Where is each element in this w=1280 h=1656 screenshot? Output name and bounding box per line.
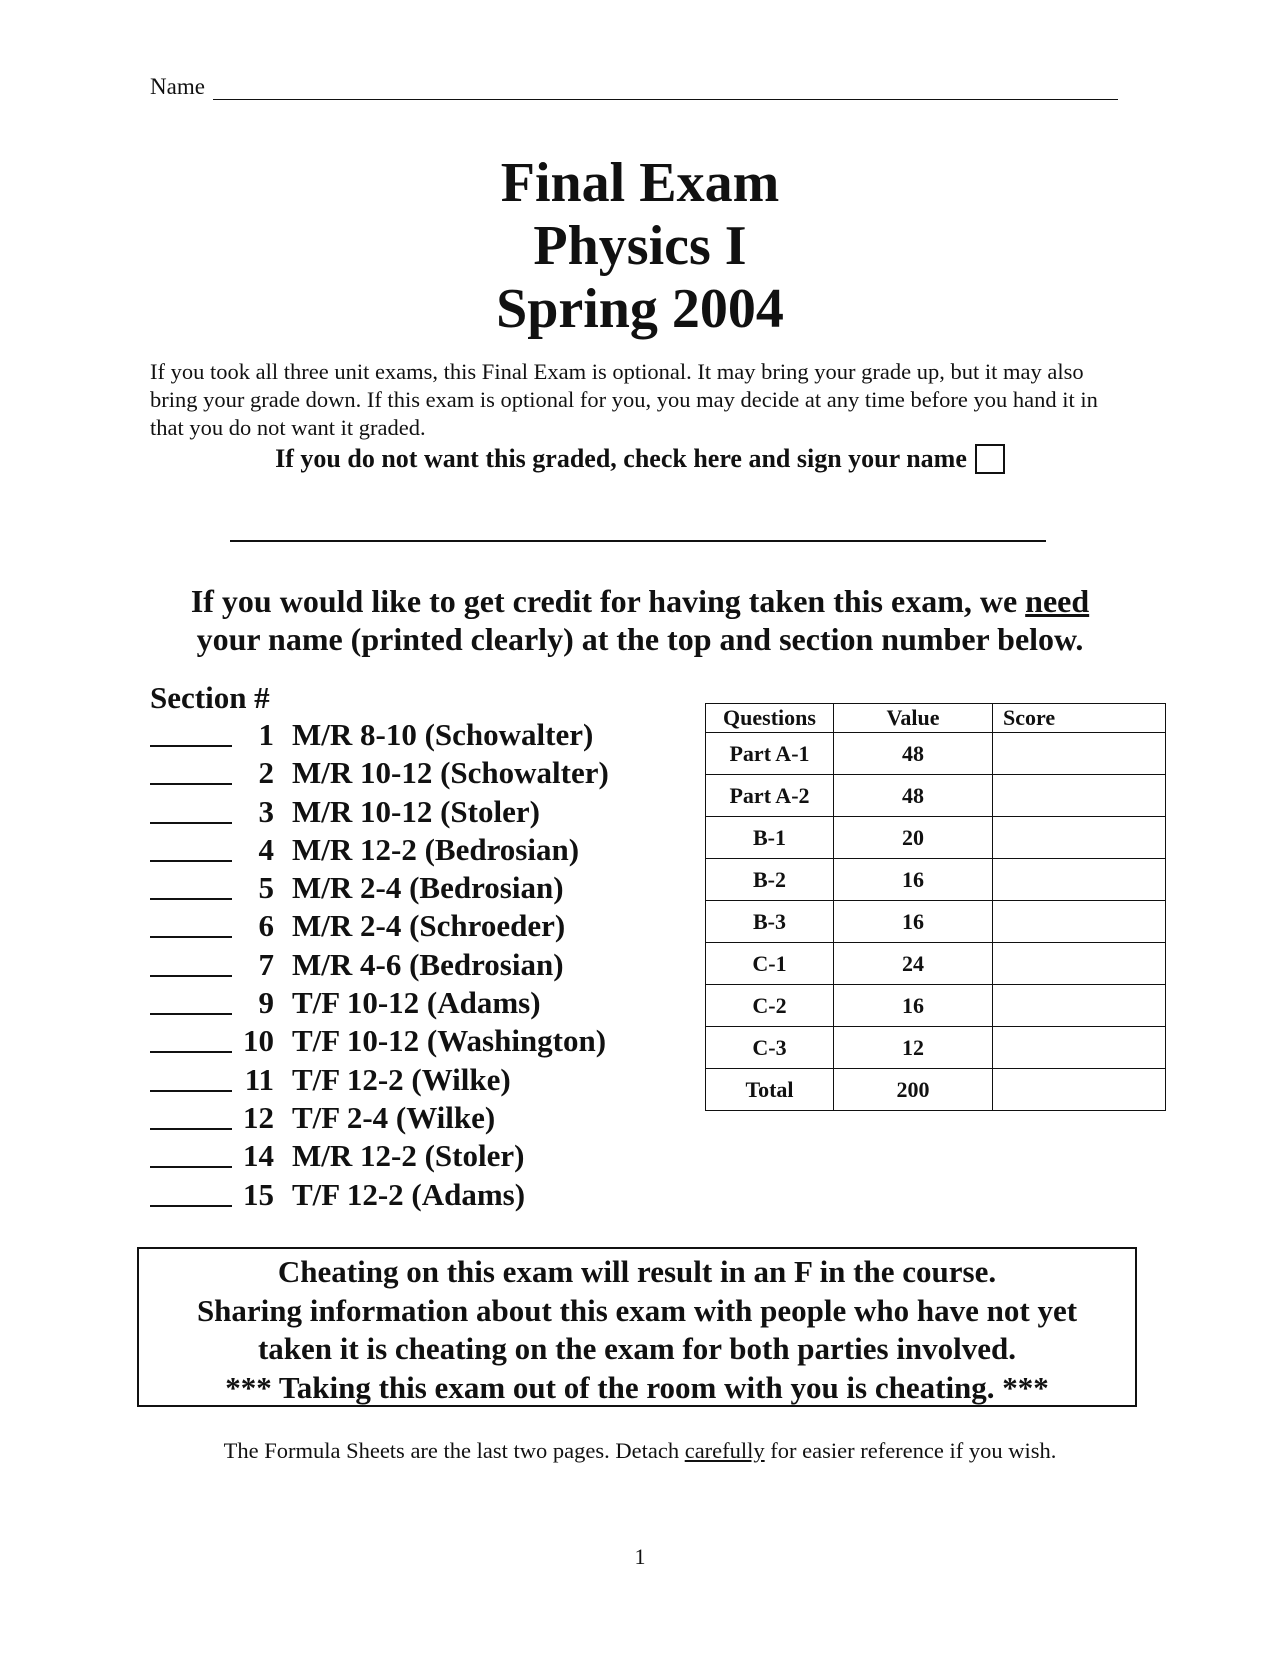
section-blank-line[interactable]: [150, 1176, 232, 1207]
name-blank-line[interactable]: [213, 79, 1118, 100]
credit-instruction: [0, 582, 1280, 658]
section-description: M/R 4-6 (Bedrosian): [292, 946, 564, 982]
question-cell: Part A-2: [706, 775, 834, 817]
value-cell: 20: [834, 817, 993, 859]
warning-line-2: Sharing information about this exam with people who have not yet: [196, 1292, 1078, 1328]
section-number: 15: [243, 1176, 274, 1212]
warning-line-3: taken it is cheating on the exam for both parties involved.: [257, 1331, 1017, 1366]
table-row: [706, 943, 1166, 985]
section-row: [150, 793, 609, 831]
section-description: M/R 2-4 (Bedrosian): [292, 870, 564, 906]
section-row: [150, 946, 609, 984]
header-value: Value: [834, 704, 993, 733]
section-blank-line[interactable]: [150, 793, 232, 824]
question-cell: B-3: [706, 901, 834, 943]
value-cell: 24: [834, 943, 993, 985]
section-description: T/F 2-4 (Wilke): [292, 1099, 496, 1135]
section-description: T/F 12-2 (Adams): [292, 1176, 526, 1212]
section-number: 6: [258, 908, 274, 944]
section-blank-line[interactable]: [150, 907, 232, 938]
formula-sheet-note: [0, 1438, 1280, 1464]
section-description: M/R 12-2 (Bedrosian): [292, 831, 580, 867]
section-description: T/F 10-12 (Washington): [292, 1023, 607, 1059]
formula-note-emphasis: carefully: [684, 1438, 765, 1463]
table-row: [706, 817, 1166, 859]
section-description: M/R 2-4 (Schroeder): [292, 908, 566, 944]
intro-paragraph: If you took all three unit exams, this Final Exam is optional. It may bring your grade up, but it may also bring your grade down. If this exam is optional for you, you may decide at any time before you hand it in that you do not want it graded.: [150, 359, 1098, 440]
section-blank-line[interactable]: [150, 869, 232, 900]
table-row: [706, 733, 1166, 775]
value-cell: 48: [834, 733, 993, 775]
optout-checkbox[interactable]: [975, 444, 1005, 474]
score-table: [705, 703, 1166, 1111]
section-description: T/F 12-2 (Wilke): [292, 1061, 511, 1097]
section-number: 3: [258, 793, 274, 829]
question-cell: C-3: [706, 1027, 834, 1069]
optout-text: If you do not want this graded, check here and sign your name: [275, 444, 967, 473]
value-cell: 16: [834, 859, 993, 901]
table-row: [706, 1027, 1166, 1069]
section-row: [150, 1176, 609, 1214]
section-description: M/R 8-10 (Schowalter): [292, 717, 594, 752]
section-number: 4: [258, 831, 274, 867]
page-title: [0, 152, 1280, 341]
value-cell: 200: [834, 1069, 993, 1111]
cheating-warning-box: [137, 1247, 1137, 1407]
value-cell: 48: [834, 775, 993, 817]
score-cell[interactable]: [993, 775, 1166, 817]
section-blank-line[interactable]: [150, 1022, 232, 1053]
section-row: [150, 754, 609, 792]
section-row: [150, 1137, 609, 1175]
section-row: [150, 1061, 609, 1099]
question-cell: C-1: [706, 943, 834, 985]
score-cell[interactable]: [993, 985, 1166, 1027]
table-row: [706, 1069, 1166, 1111]
score-table-header-row: [706, 704, 1166, 733]
section-blank-line[interactable]: [150, 716, 232, 747]
credit-text-part1: If you would like to get credit for having taken this exam, we: [190, 583, 1026, 619]
section-row: [150, 831, 609, 869]
score-cell[interactable]: [993, 1027, 1166, 1069]
section-description: M/R 10-12 (Stoler): [292, 793, 540, 829]
question-cell: B-1: [706, 817, 834, 859]
name-field: [150, 74, 1118, 100]
section-number: 12: [243, 1099, 274, 1135]
section-blank-line[interactable]: [150, 1061, 232, 1092]
section-row: [150, 984, 609, 1022]
section-blank-line[interactable]: [150, 754, 232, 785]
question-cell: B-2: [706, 859, 834, 901]
credit-emphasis: need: [1025, 583, 1090, 619]
section-blank-line[interactable]: [150, 946, 232, 977]
header-score: Score: [993, 704, 1166, 733]
section-row: [150, 716, 609, 754]
section-number: 1: [258, 717, 274, 752]
section-number: 7: [258, 946, 274, 982]
section-number: 5: [258, 870, 274, 906]
section-number: 9: [258, 985, 274, 1021]
title-line-2: Physics I: [533, 215, 747, 277]
value-cell: 16: [834, 901, 993, 943]
section-description: M/R 10-12 (Schowalter): [292, 755, 609, 791]
score-cell[interactable]: [993, 1069, 1166, 1111]
signature-line[interactable]: [230, 540, 1046, 542]
table-row: [706, 901, 1166, 943]
section-number: 11: [244, 1061, 274, 1097]
score-cell[interactable]: [993, 817, 1166, 859]
section-blank-line[interactable]: [150, 831, 232, 862]
section-blank-line[interactable]: [150, 984, 232, 1015]
name-label: Name: [150, 74, 205, 99]
formula-note-part2: for easier reference if you wish.: [764, 1438, 1057, 1463]
section-list: [150, 716, 609, 1214]
value-cell: 16: [834, 985, 993, 1027]
score-cell[interactable]: [993, 859, 1166, 901]
section-row: [150, 869, 609, 907]
title-line-3: Spring 2004: [496, 278, 784, 340]
optout-instruction: [0, 444, 1280, 474]
section-row: [150, 1022, 609, 1060]
section-row: [150, 1099, 609, 1137]
question-cell: Part A-1: [706, 733, 834, 775]
warning-line-1: Cheating on this exam will result in an F in the course.: [277, 1254, 997, 1289]
page-number: 1: [634, 1544, 646, 1569]
value-cell: 12: [834, 1027, 993, 1069]
question-cell: C-2: [706, 985, 834, 1027]
formula-note-part1: The Formula Sheets are the last two pages. Detach: [223, 1438, 685, 1463]
section-heading: Section #: [150, 680, 270, 715]
section-blank-line[interactable]: [150, 1137, 232, 1168]
table-row: [706, 859, 1166, 901]
question-cell: Total: [706, 1069, 834, 1111]
section-number: 14: [243, 1138, 274, 1174]
table-row: [706, 985, 1166, 1027]
table-row: [706, 775, 1166, 817]
section-description: T/F 10-12 (Adams): [292, 985, 541, 1021]
header-questions: Questions: [706, 704, 834, 733]
score-cell[interactable]: [993, 733, 1166, 775]
warning-line-4: *** Taking this exam out of the room with you is cheating. ***: [225, 1369, 1049, 1405]
section-description: M/R 12-2 (Stoler): [292, 1138, 525, 1174]
section-blank-line[interactable]: [150, 1099, 232, 1130]
section-number: 10: [243, 1023, 274, 1059]
score-cell[interactable]: [993, 901, 1166, 943]
title-line-1: Final Exam: [500, 152, 780, 214]
credit-text-part2: your name (printed clearly) at the top and section number below.: [196, 621, 1084, 657]
score-cell[interactable]: [993, 943, 1166, 985]
section-row: [150, 907, 609, 945]
section-number: 2: [258, 755, 274, 791]
